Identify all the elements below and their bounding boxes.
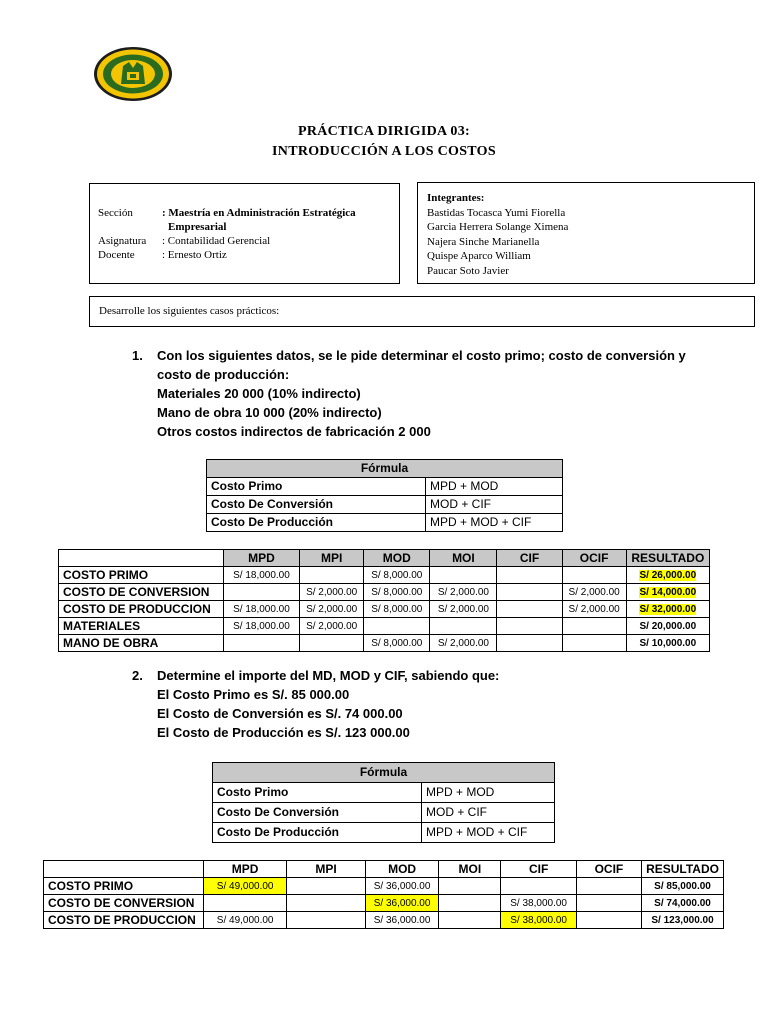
cell <box>439 895 501 912</box>
docente-value: : Ernesto Ortiz <box>162 249 227 261</box>
row-label: MATERIALES <box>59 618 224 635</box>
cell: S/ 2,000.00 <box>562 584 626 601</box>
seccion-value: : Maestría en Administración Estratégica <box>162 207 356 219</box>
column-header: MPD <box>223 550 299 567</box>
column-header: RESULTADO <box>626 550 709 567</box>
question-line: Materiales 20 000 (10% indirecto) <box>157 386 361 401</box>
question-1 <box>132 346 717 441</box>
cell: S/ 2,000.00 <box>562 601 626 618</box>
row-label: COSTO DE CONVERSION <box>59 584 224 601</box>
seal-icon <box>93 46 173 102</box>
course-info-box <box>89 183 400 284</box>
formula-label: Costo Primo <box>207 478 426 496</box>
cell <box>562 618 626 635</box>
result-cell: S/ 74,000.00 <box>642 895 724 912</box>
column-header: CIF <box>501 861 576 878</box>
row-label: COSTO PRIMO <box>44 878 204 895</box>
cell: S/ 2,000.00 <box>430 601 497 618</box>
formula-value: MPD + MOD <box>426 478 563 496</box>
result-cell: S/ 85,000.00 <box>642 878 724 895</box>
row-label: COSTO DE PRODUCCION <box>59 601 224 618</box>
cell <box>430 567 497 584</box>
cell <box>364 618 430 635</box>
column-header <box>44 861 204 878</box>
asignatura-value: : Contabilidad Gerencial <box>162 235 271 247</box>
cell: S/ 49,000.00 <box>204 912 287 929</box>
cell <box>287 895 366 912</box>
cell <box>223 635 299 652</box>
cell: S/ 8,000.00 <box>364 567 430 584</box>
cell <box>576 895 641 912</box>
cell <box>497 584 562 601</box>
instruction-box <box>89 296 755 327</box>
cell: S/ 18,000.00 <box>223 601 299 618</box>
row-label: COSTO PRIMO <box>59 567 224 584</box>
cell <box>497 567 562 584</box>
cell <box>562 567 626 584</box>
table-row <box>44 895 724 912</box>
cell: S/ 8,000.00 <box>364 584 430 601</box>
formula-value: MPD + MOD + CIF <box>426 514 563 532</box>
question-line: Con los siguientes datos, se le pide determinar el costo primo; costo de conversión y <box>157 348 686 363</box>
formula-label: Costo Primo <box>213 783 422 803</box>
column-header: MOD <box>364 550 430 567</box>
column-header: CIF <box>497 550 562 567</box>
column-header <box>59 550 224 567</box>
table-row <box>59 618 710 635</box>
formula-label: Costo De Conversión <box>213 803 422 823</box>
cell <box>501 878 576 895</box>
result-cell: S/ 14,000.00 <box>639 586 697 598</box>
cell <box>497 618 562 635</box>
table-row <box>44 878 724 895</box>
asignatura-label: Asignatura <box>98 235 147 247</box>
column-header: MPI <box>287 861 366 878</box>
result-cell: S/ 123,000.00 <box>642 912 724 929</box>
cell: S/ 38,000.00 <box>501 912 576 929</box>
cell: S/ 49,000.00 <box>204 878 287 895</box>
formula-header: Fórmula <box>213 763 555 783</box>
member-item: Najera Sinche Marianella <box>427 235 540 248</box>
cell: S/ 2,000.00 <box>430 635 497 652</box>
formula-label: Costo De Conversión <box>207 496 426 514</box>
column-header: RESULTADO <box>642 861 724 878</box>
docente-label: Docente <box>98 249 135 261</box>
cell <box>497 601 562 618</box>
formula-value: MPD + MOD + CIF <box>422 823 555 843</box>
cell <box>223 584 299 601</box>
formula-table-2 <box>212 762 555 843</box>
question-line: costo de producción: <box>157 367 290 382</box>
cell: S/ 8,000.00 <box>364 635 430 652</box>
seccion-value-cont: Empresarial <box>168 221 227 233</box>
cell <box>497 635 562 652</box>
university-logo <box>93 46 173 102</box>
formula-value: MOD + CIF <box>426 496 563 514</box>
members-title: Integrantes: <box>427 192 485 204</box>
member-item: Garcia Herrera Solange Ximena <box>427 221 569 233</box>
cell: S/ 2,000.00 <box>430 584 497 601</box>
cell <box>576 912 641 929</box>
formula-label: Costo De Producción <box>207 514 426 532</box>
cell: S/ 18,000.00 <box>223 618 299 635</box>
question-line: Otros costos indirectos de fabricación 2 000 <box>157 424 431 439</box>
column-header: MOI <box>439 861 501 878</box>
cell: S/ 36,000.00 <box>365 878 438 895</box>
cell <box>300 635 364 652</box>
table-row <box>59 601 710 618</box>
column-header: OCIF <box>562 550 626 567</box>
table-row <box>59 635 710 652</box>
question-line: Determine el importe del MD, MOD y CIF, sabiendo que: <box>157 668 500 683</box>
cell <box>300 567 364 584</box>
question-line: El Costo de Conversión es S/. 74 000.00 <box>157 706 403 721</box>
member-item: Paucar Soto Javier <box>427 264 509 277</box>
cell <box>576 878 641 895</box>
cell: S/ 38,000.00 <box>501 895 576 912</box>
seccion-label: Sección <box>98 207 133 219</box>
member-item: Bastidas Tocasca Yumi Fiorella <box>427 206 566 219</box>
cell: S/ 36,000.00 <box>365 895 438 912</box>
cell: S/ 8,000.00 <box>364 601 430 618</box>
column-header: MOD <box>365 861 438 878</box>
formula-value: MOD + CIF <box>422 803 555 823</box>
cell <box>439 878 501 895</box>
question-2 <box>132 666 717 742</box>
cell: S/ 18,000.00 <box>223 567 299 584</box>
cell: S/ 2,000.00 <box>300 618 364 635</box>
result-cell: S/ 20,000.00 <box>626 618 709 635</box>
instruction-text: Desarrolle los siguientes casos prácticos: <box>99 305 280 317</box>
row-label: COSTO DE CONVERSION <box>44 895 204 912</box>
formula-table <box>206 459 563 532</box>
column-header: OCIF <box>576 861 641 878</box>
formula-value: MPD + MOD <box>422 783 555 803</box>
page-title: PRÁCTICA DIRIGIDA 03: <box>298 124 470 139</box>
cell <box>287 912 366 929</box>
table-row <box>59 584 710 601</box>
row-label: MANO DE OBRA <box>59 635 224 652</box>
cell: S/ 2,000.00 <box>300 601 364 618</box>
column-header: MOI <box>430 550 497 567</box>
cell <box>439 912 501 929</box>
question-line: Mano de obra 10 000 (20% indirecto) <box>157 405 382 420</box>
members-box <box>417 182 755 284</box>
cell <box>430 618 497 635</box>
cell: S/ 36,000.00 <box>365 912 438 929</box>
formula-header: Fórmula <box>207 460 563 478</box>
question-number: 1. <box>132 348 143 363</box>
cell <box>562 635 626 652</box>
result-cell: S/ 32,000.00 <box>639 603 697 615</box>
column-header: MPI <box>300 550 364 567</box>
cell: S/ 2,000.00 <box>300 584 364 601</box>
row-label: COSTO DE PRODUCCION <box>44 912 204 929</box>
column-header: MPD <box>204 861 287 878</box>
result-cell: S/ 26,000.00 <box>639 569 697 581</box>
results-table-2 <box>43 860 724 929</box>
table-row <box>44 912 724 929</box>
question-number: 2. <box>132 668 143 683</box>
cell <box>204 895 287 912</box>
results-table-1 <box>58 549 710 652</box>
cell <box>287 878 366 895</box>
result-cell: S/ 10,000.00 <box>626 635 709 652</box>
formula-label: Costo De Producción <box>213 823 422 843</box>
question-line: El Costo Primo es S/. 85 000.00 <box>157 687 350 702</box>
table-row <box>59 567 710 584</box>
question-line: El Costo de Producción es S/. 123 000.00 <box>157 725 410 740</box>
member-item: Quispe Aparco William <box>427 250 531 262</box>
page-subtitle: INTRODUCCIÓN A LOS COSTOS <box>272 144 496 159</box>
